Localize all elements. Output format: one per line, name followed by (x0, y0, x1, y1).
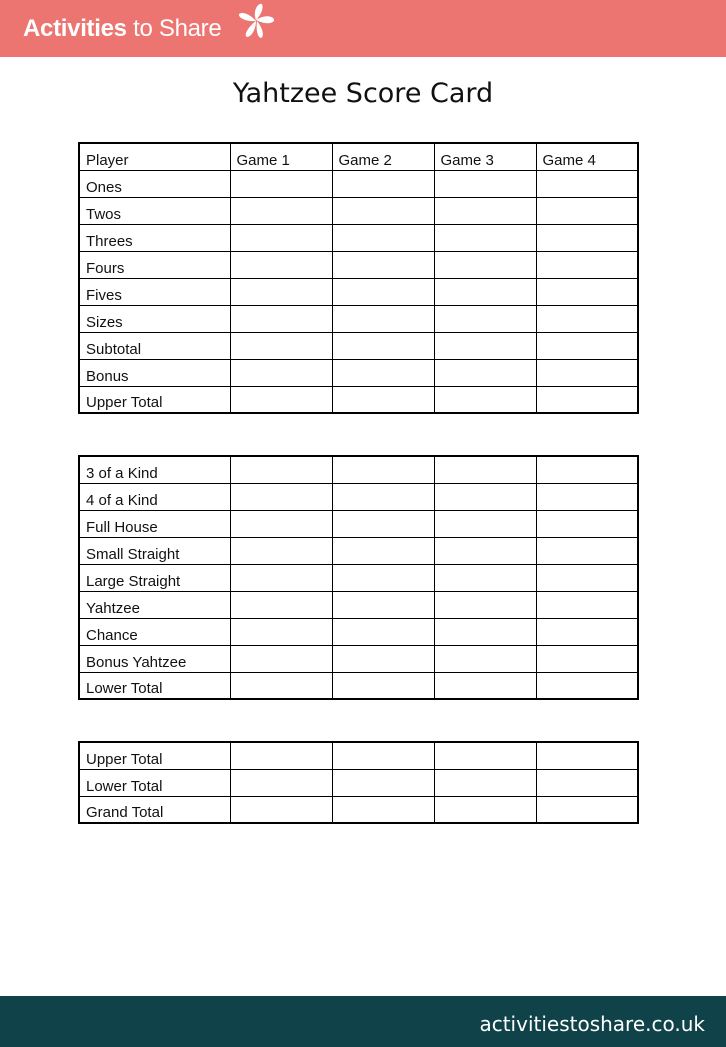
score-cell (536, 769, 638, 796)
table-row (79, 769, 638, 796)
score-cell (230, 456, 332, 483)
score-cell (434, 456, 536, 483)
score-cell (332, 618, 434, 645)
row-label: Ones (79, 170, 230, 197)
score-cell (434, 591, 536, 618)
score-cell (536, 278, 638, 305)
score-cell (230, 537, 332, 564)
row-label: 3 of a Kind (79, 456, 230, 483)
score-cell (230, 672, 332, 699)
score-cell (434, 170, 536, 197)
table-row (79, 591, 638, 618)
row-label: Bonus (79, 359, 230, 386)
score-cell (230, 251, 332, 278)
table-row (79, 197, 638, 224)
table-row (79, 618, 638, 645)
score-cell (434, 197, 536, 224)
score-cell (536, 537, 638, 564)
table-row (79, 359, 638, 386)
page-title: Yahtzee Score Card (232, 78, 494, 109)
row-label: Bonus Yahtzee (79, 645, 230, 672)
score-cell (332, 224, 434, 251)
score-cell (230, 796, 332, 823)
score-cell (230, 170, 332, 197)
score-cell (332, 769, 434, 796)
table-row (79, 742, 638, 769)
score-cell (434, 305, 536, 332)
score-cell (230, 510, 332, 537)
butterfly-icon (235, 0, 277, 42)
score-cell (434, 332, 536, 359)
score-cell (332, 251, 434, 278)
score-cell (536, 742, 638, 769)
score-cell (332, 591, 434, 618)
score-cell (230, 386, 332, 413)
score-cell (536, 483, 638, 510)
score-cell (536, 170, 638, 197)
table-row (79, 796, 638, 823)
table-row (79, 251, 638, 278)
row-label: Yahtzee (79, 591, 230, 618)
table-row (79, 456, 638, 483)
score-cell (332, 359, 434, 386)
score-cell (332, 305, 434, 332)
score-cell (230, 591, 332, 618)
row-label: Small Straight (79, 537, 230, 564)
score-cell (536, 197, 638, 224)
score-cell (536, 332, 638, 359)
score-cell (230, 332, 332, 359)
brand-name-bold: Activities (23, 15, 127, 42)
row-label: Threes (79, 224, 230, 251)
score-cell (332, 537, 434, 564)
row-label: Twos (79, 197, 230, 224)
score-cell (332, 672, 434, 699)
score-cell (536, 224, 638, 251)
brand-logo-text (23, 15, 221, 43)
score-cell (332, 332, 434, 359)
score-cell (230, 742, 332, 769)
upper-section-table (78, 142, 639, 414)
game-header-cell: Game 3 (434, 143, 536, 170)
score-cell (230, 645, 332, 672)
score-cell (434, 618, 536, 645)
row-label: Lower Total (79, 672, 230, 699)
score-cell (332, 742, 434, 769)
footer-bar (0, 996, 726, 1047)
score-cell (434, 645, 536, 672)
row-label: Full House (79, 510, 230, 537)
score-cell (434, 359, 536, 386)
footer-website: activitiestoshare.co.uk (479, 1012, 705, 1036)
score-cell (536, 510, 638, 537)
score-cell (230, 278, 332, 305)
score-cell (230, 305, 332, 332)
score-cell (332, 386, 434, 413)
row-label: Chance (79, 618, 230, 645)
table-row (79, 510, 638, 537)
table-row (79, 483, 638, 510)
score-cell (536, 456, 638, 483)
row-label: Fives (79, 278, 230, 305)
lower-section-table (78, 455, 639, 700)
score-cell (434, 483, 536, 510)
row-label: Lower Total (79, 769, 230, 796)
score-cell (434, 386, 536, 413)
score-cell (230, 618, 332, 645)
row-label: Large Straight (79, 564, 230, 591)
score-cell (332, 170, 434, 197)
score-cell (230, 769, 332, 796)
score-cell (536, 618, 638, 645)
score-cell (332, 197, 434, 224)
score-cell (332, 278, 434, 305)
score-cell (536, 359, 638, 386)
score-cell (536, 796, 638, 823)
table-row (79, 564, 638, 591)
score-cell (434, 769, 536, 796)
table-row (79, 305, 638, 332)
brand-name-rest: to Share (133, 15, 222, 42)
game-header-cell: Game 2 (332, 143, 434, 170)
table-row (79, 645, 638, 672)
score-cell (332, 645, 434, 672)
player-header-cell: Player (79, 143, 230, 170)
score-cell (332, 564, 434, 591)
score-cell (536, 251, 638, 278)
row-label: 4 of a Kind (79, 483, 230, 510)
score-cell (332, 510, 434, 537)
table-header-row (79, 143, 638, 170)
table-row (79, 672, 638, 699)
row-label: Upper Total (79, 742, 230, 769)
table-row (79, 332, 638, 359)
game-header-cell: Game 4 (536, 143, 638, 170)
table-row (79, 386, 638, 413)
table-row (79, 537, 638, 564)
score-cell (434, 278, 536, 305)
score-cell (230, 359, 332, 386)
score-cell (434, 564, 536, 591)
row-label: Sizes (79, 305, 230, 332)
score-cell (434, 224, 536, 251)
score-cell (230, 224, 332, 251)
game-header-cell: Game 1 (230, 143, 332, 170)
score-cell (434, 742, 536, 769)
score-cell (536, 386, 638, 413)
table-row (79, 278, 638, 305)
score-cell (230, 197, 332, 224)
row-label: Grand Total (79, 796, 230, 823)
score-cell (434, 251, 536, 278)
score-cell (332, 483, 434, 510)
score-cell (230, 564, 332, 591)
score-cell (434, 510, 536, 537)
totals-table (78, 741, 639, 824)
score-cell (536, 591, 638, 618)
score-cell (332, 796, 434, 823)
header-bar (0, 0, 726, 57)
score-cell (434, 672, 536, 699)
score-cell (434, 796, 536, 823)
row-label: Subtotal (79, 332, 230, 359)
score-cell (536, 305, 638, 332)
score-cell (536, 645, 638, 672)
score-cell (332, 456, 434, 483)
score-cell (536, 564, 638, 591)
score-cell (434, 537, 536, 564)
table-row (79, 170, 638, 197)
row-label: Upper Total (79, 386, 230, 413)
score-cell (536, 672, 638, 699)
table-row (79, 224, 638, 251)
score-cell (230, 483, 332, 510)
row-label: Fours (79, 251, 230, 278)
